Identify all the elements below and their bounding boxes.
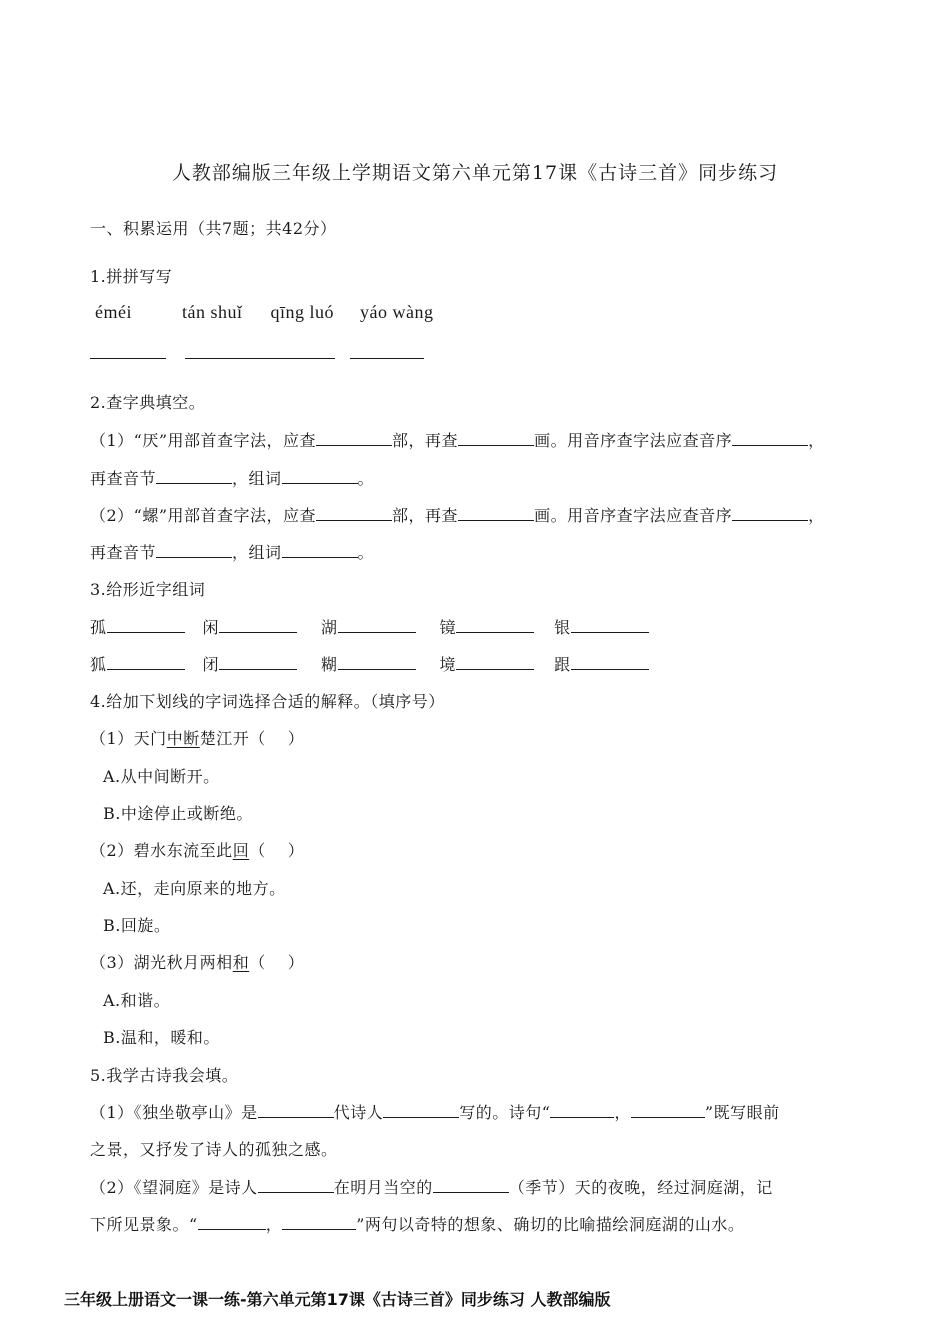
q2-sub2-line1: （2）“螺”用部首查字法，应查 部，再查 画。用音序查字法应查音序 ， <box>90 506 825 525</box>
answer-blank[interactable] <box>631 1116 705 1118</box>
answer-blank[interactable] <box>219 631 297 633</box>
pinyin-1: éméi <box>95 302 132 322</box>
q3-label: 3.给形近字组词 <box>90 580 206 599</box>
answer-blank[interactable] <box>107 668 185 670</box>
answer-blank[interactable] <box>107 631 185 633</box>
q2-sub1-line1: （1）“厌”用部首查字法，应查 部，再查 画。用音序查字法应查音序 ， <box>90 431 825 450</box>
answer-blank[interactable] <box>282 1228 356 1230</box>
page-footer: 三年级上册语文一课一练-第六单元第17课《古诗三首》同步练习 人教部编版 <box>64 1290 611 1309</box>
answer-blank[interactable] <box>258 1116 334 1118</box>
q4-item-1-option-b: B.中途停止或断绝。 <box>103 804 253 823</box>
answer-blank[interactable] <box>383 1116 459 1118</box>
answer-blank[interactable] <box>571 668 649 670</box>
answer-blank[interactable] <box>198 1228 266 1230</box>
answer-blank[interactable] <box>456 631 534 633</box>
pinyin-4: yáo wàng <box>360 302 434 322</box>
answer-blank[interactable] <box>258 1191 334 1193</box>
q5-sub1-line2: 之景，又抒发了诗人的孤独之感。 <box>90 1140 338 1159</box>
q1-answer-blanks <box>90 344 424 363</box>
answer-blank[interactable] <box>350 357 424 359</box>
q2-sub2-line2: 再查音节 ，组词 。 <box>90 543 375 562</box>
answer-blank[interactable] <box>338 668 416 670</box>
q3-row-1: 孤 闲 湖 镜 银 <box>90 615 649 638</box>
underlined-word: 和 <box>232 953 250 972</box>
q4-item-3: （3）湖光秋月两相和（ ） <box>90 953 305 972</box>
underlined-word: 回 <box>232 841 250 860</box>
q4-item-1-option-a: A.从中间断开。 <box>103 767 220 786</box>
pinyin-2: tán shuǐ <box>181 302 243 322</box>
answer-blank[interactable] <box>571 631 649 633</box>
q5-sub2-line1: （2）《望洞庭》是诗人 在明月当空的 （季节）天的夜晚，经过洞庭湖，记 <box>90 1178 773 1197</box>
q4-item-3-option-b: B.温和，暖和。 <box>103 1028 220 1047</box>
q5-sub1-line1: （1）《独坐敬亭山》是 代诗人 写的。诗句“ ， ”既写眼前 <box>90 1103 780 1122</box>
underlined-word: 中断 <box>166 729 200 748</box>
q4-label: 4.给加下划线的字词选择合适的解释。（填序号） <box>90 692 445 711</box>
answer-blank[interactable] <box>338 631 416 633</box>
answer-blank[interactable] <box>456 668 534 670</box>
answer-blank[interactable] <box>156 482 232 484</box>
answer-blank[interactable] <box>732 444 808 446</box>
section-heading: 一、积累运用（共7题；共42分） <box>90 219 337 238</box>
q1-pinyin-row <box>95 302 433 323</box>
answer-blank[interactable] <box>550 1116 614 1118</box>
q4-item-3-option-a: A.和谐。 <box>103 991 171 1010</box>
answer-blank[interactable] <box>433 1191 509 1193</box>
answer-blank[interactable] <box>185 357 335 359</box>
document-title: 人教部编版三年级上学期语文第六单元第17课《古诗三首》同步练习 <box>171 162 779 184</box>
answer-blank[interactable] <box>90 357 166 359</box>
answer-blank[interactable] <box>316 519 392 521</box>
answer-blank[interactable] <box>219 668 297 670</box>
q4-item-2-option-b: B.回旋。 <box>103 916 171 935</box>
q4-item-2-option-a: A.还，走向原来的地方。 <box>103 879 286 898</box>
q4-item-1: （1）天门中断楚江开（ ） <box>90 729 305 748</box>
q4-item-2: （2）碧水东流至此回（ ） <box>90 841 305 860</box>
q1-label: 1.拼拼写写 <box>90 267 173 286</box>
q5-label: 5.我学古诗我会填。 <box>90 1066 239 1085</box>
q2-sub1-line2: 再查音节 ，组词 。 <box>90 469 375 488</box>
answer-blank[interactable] <box>282 556 358 558</box>
q5-sub2-line2: 下所见景象。“ ， ”两句以奇特的想象、确切的比喻描绘洞庭湖的山水。 <box>90 1215 745 1234</box>
answer-blank[interactable] <box>458 519 534 521</box>
answer-blank[interactable] <box>458 444 534 446</box>
answer-blank[interactable] <box>282 482 358 484</box>
answer-blank[interactable] <box>732 519 808 521</box>
pinyin-3: qīng luó <box>270 302 334 322</box>
q2-label: 2.查字典填空。 <box>90 393 206 412</box>
answer-blank[interactable] <box>316 444 392 446</box>
q3-row-2: 狐 闭 糊 境 跟 <box>90 652 649 675</box>
answer-blank[interactable] <box>156 556 232 558</box>
